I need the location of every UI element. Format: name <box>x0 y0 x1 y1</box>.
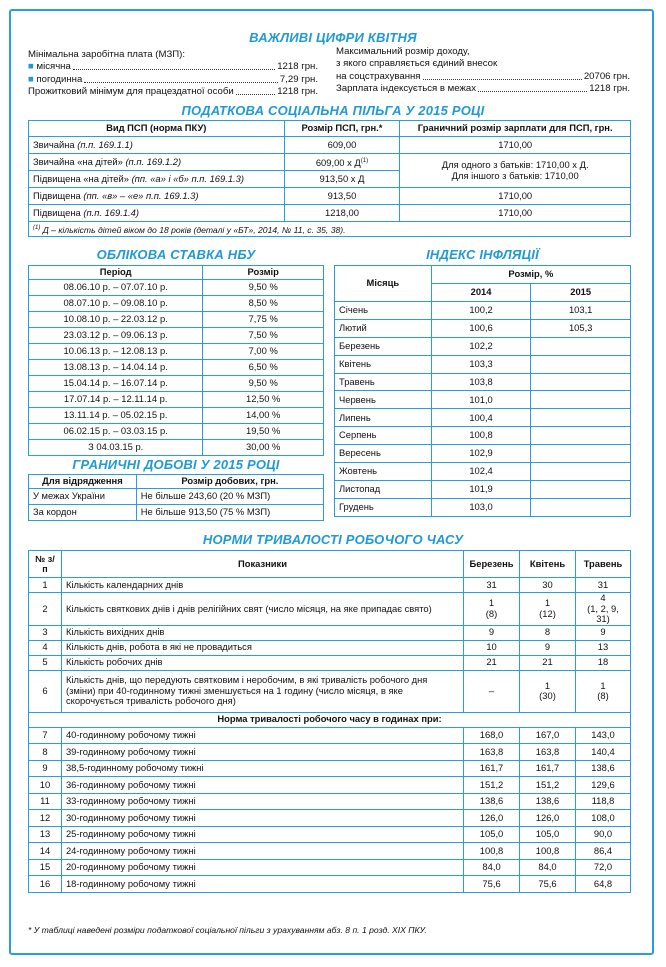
table-cell: 24-годинному робочому тижні <box>61 843 463 860</box>
psp-header-size: Розмір ПСП, грн.* <box>284 121 400 137</box>
nbu-header-rate: Розмір <box>203 266 324 280</box>
table-row: У межах України Не більше 243,60 (20 % МЗП) <box>29 489 324 505</box>
table-row <box>29 625 631 640</box>
table-row <box>29 280 324 296</box>
max-income-value: 20706 грн. <box>583 70 630 82</box>
inflation-header-2015: 2015 <box>531 284 631 302</box>
table-cell: 103,1 <box>531 302 631 320</box>
table-cell: 163,8 <box>520 744 576 761</box>
table-cell: Січень <box>335 302 432 320</box>
travel-table <box>28 474 324 521</box>
table-cell: 38,5-годинному робочому тижні <box>61 760 463 777</box>
table-cell: 100,8 <box>431 427 531 445</box>
table-cell: 103,0 <box>431 498 531 516</box>
table-row <box>29 578 631 593</box>
min-wage-label: Мінімальна заробітна плата (МЗП): <box>28 48 186 60</box>
footer-note: * У таблиці наведені розміри податкової соціальної пільги з урахуванням абз. 8 п. 1 розд. XIX ПКУ. <box>28 925 427 935</box>
travel-title: ГРАНИЧНІ ДОБОВІ У 2015 РОЦІ <box>72 457 280 472</box>
psp-header-limit: Граничний розмір зарплати для ПСП, грн. <box>400 121 631 137</box>
key-figures-title: ВАЖЛИВІ ЦИФРИ КВІТНЯ <box>249 30 417 45</box>
table-cell: 75,6 <box>520 876 576 893</box>
psp-title: ПОДАТКОВА СОЦІАЛЬНА ПІЛЬГА У 2015 РОЦІ <box>181 103 485 118</box>
table-cell: 100,8 <box>464 843 520 860</box>
table-row <box>335 480 631 498</box>
table-cell: 8 <box>520 625 576 640</box>
table-cell: 4 <box>29 640 62 655</box>
table-cell: – <box>464 670 520 712</box>
table-cell: 100,2 <box>431 302 531 320</box>
table-row <box>29 440 324 456</box>
table-cell: 6,50 % <box>203 360 324 376</box>
table-cell: 9,50 % <box>203 280 324 296</box>
table-cell: 86,4 <box>575 843 630 860</box>
table-row <box>29 376 324 392</box>
table-cell: 6 <box>29 670 62 712</box>
table-cell: 9 <box>29 760 62 777</box>
table-cell: 163,8 <box>464 744 520 761</box>
table-row <box>29 859 631 876</box>
hours-header-april: Квітень <box>520 551 576 578</box>
table-cell <box>531 463 631 481</box>
hours-subheader: Норма тривалості робочого часу в годинах при: <box>29 712 631 727</box>
table-cell <box>531 355 631 373</box>
table-cell: 140,4 <box>575 744 630 761</box>
table-row: Звичайна «на дітей» (п.п. 169.1.2) 609,00 х $Д^{(1)}$ Для одного з батьків: 1710,00 х Д. Для іншого з батьків: 1710,00 <box>29 154 631 171</box>
table-row <box>29 640 631 655</box>
table-cell: 1 <box>29 578 62 593</box>
table-row <box>335 337 631 355</box>
table-cell: 138,6 <box>575 760 630 777</box>
table-row <box>29 344 324 360</box>
hours-table <box>28 550 631 893</box>
table-row <box>335 355 631 373</box>
hours-header-may: Травень <box>575 551 630 578</box>
inflation-header-2014: 2014 <box>431 284 531 302</box>
table-cell: 14 <box>29 843 62 860</box>
table-cell: 101,9 <box>431 480 531 498</box>
table-row <box>29 392 324 408</box>
table-cell: 75,6 <box>464 876 520 893</box>
table-cell: Березень <box>335 337 432 355</box>
table-cell: 3 <box>29 625 62 640</box>
table-cell: 100,6 <box>431 319 531 337</box>
table-row <box>29 328 324 344</box>
table-cell: 18 <box>575 655 630 670</box>
table-cell <box>531 480 631 498</box>
table-cell: 101,0 <box>431 391 531 409</box>
table-row <box>29 793 631 810</box>
subsistence-label: Прожитковий мінімум для працездатної особи <box>28 86 234 97</box>
table-row <box>335 302 631 320</box>
table-row <box>29 593 631 626</box>
nbu-header-period: Період <box>29 266 203 280</box>
table-cell: 19,50 % <box>203 424 324 440</box>
table-cell: 10 <box>464 640 520 655</box>
table-cell: 20-годинному робочому тижні <box>61 859 463 876</box>
table-cell: 103,8 <box>431 373 531 391</box>
table-cell: 12 <box>29 810 62 827</box>
hours-header-no: № з/п <box>29 551 62 578</box>
table-row <box>335 319 631 337</box>
max-income-line1: Максимальний розмір доходу, <box>336 45 470 57</box>
table-cell: 15 <box>29 859 62 876</box>
table-cell: 30 <box>520 578 576 593</box>
table-cell: 126,0 <box>520 810 576 827</box>
table-cell: 31 <box>575 578 630 593</box>
subsistence-value: 1218 грн. <box>277 86 318 97</box>
table-cell <box>531 373 631 391</box>
table-cell: 138,6 <box>464 793 520 810</box>
table-cell: 30-годинному робочому тижні <box>61 810 463 827</box>
hours-title: НОРМИ ТРИВАЛОСТІ РОБОЧОГО ЧАСУ <box>202 532 464 547</box>
monthly-label: місячна <box>36 61 71 72</box>
table-cell: 126,0 <box>464 810 520 827</box>
psp-footnote: $^{(1)}$ Д – кількість дітей віком до 18 років (деталі у «БТ», 2014, № 11, с. 35, 38). <box>29 222 631 237</box>
table-cell: 168,0 <box>464 727 520 744</box>
table-cell: Квітень <box>335 355 432 373</box>
table-cell: 11 <box>29 793 62 810</box>
table-cell: Серпень <box>335 427 432 445</box>
table-cell: 4 (1, 2, 9, 31) <box>575 593 630 626</box>
table-cell: 9,50 % <box>203 376 324 392</box>
table-cell: 33-годинному робочому тижні <box>61 793 463 810</box>
table-cell: 36-годинному робочому тижні <box>61 777 463 794</box>
monthly-value: 1218 грн. <box>277 61 318 72</box>
table-cell: Кількість вихідних днів <box>61 625 463 640</box>
table-cell: 100,4 <box>431 409 531 427</box>
table-row <box>29 826 631 843</box>
table-cell: 06.02.15 р. – 03.03.15 р. <box>29 424 203 440</box>
table-cell: З 04.03.15 р. <box>29 440 203 456</box>
table-cell: 84,0 <box>520 859 576 876</box>
table-row <box>335 445 631 463</box>
table-cell <box>531 409 631 427</box>
indexed-value: 1218 грн. <box>589 83 630 94</box>
table-cell: 21 <box>464 655 520 670</box>
table-cell: 18-годинному робочому тижні <box>61 876 463 893</box>
table-cell: 10 <box>29 777 62 794</box>
table-cell: 13.08.13 р. – 14.04.14 р. <box>29 360 203 376</box>
table-row: Звичайна (п.п. 169.1.1) 609,00 1710,00 <box>29 137 631 154</box>
table-cell: 7,75 % <box>203 312 324 328</box>
travel-header-trip: Для відрядження <box>29 475 137 489</box>
table-cell: 105,3 <box>531 319 631 337</box>
table-cell: 39-годинному робочому тижні <box>61 744 463 761</box>
table-row: Підвищена «на дітей» (пп. «а» і «б» п.п. 169.1.3) 913,50 х Д <box>29 171 631 188</box>
table-cell: 102,9 <box>431 445 531 463</box>
table-cell: 7,00 % <box>203 344 324 360</box>
inflation-header-size: Розмір, % <box>431 266 630 284</box>
hourly-label: погодинна <box>36 73 83 85</box>
max-income-line2: з якого справляється єдиний внесок <box>336 58 498 69</box>
table-cell: Кількість днів, робота в які не провадиться <box>61 640 463 655</box>
table-cell <box>531 391 631 409</box>
table-cell: 25-годинному робочому тижні <box>61 826 463 843</box>
table-cell: 5 <box>29 655 62 670</box>
travel-header-size: Розмір добових, грн. <box>136 475 323 489</box>
table-row <box>29 424 324 440</box>
table-cell: 7 <box>29 727 62 744</box>
nbu-title: ОБЛІКОВА СТАВКА НБУ <box>96 247 256 262</box>
table-cell: 129,6 <box>575 777 630 794</box>
table-row: Підвищена (пп. «в» – «е» п.п. 169.1.3) 913,50 1710,00 <box>29 188 631 205</box>
table-cell: 21 <box>520 655 576 670</box>
hours-header-march: Березень <box>464 551 520 578</box>
table-cell <box>531 445 631 463</box>
table-row <box>335 391 631 409</box>
table-cell: 1 (8) <box>464 593 520 626</box>
table-cell: Лютий <box>335 319 432 337</box>
table-cell: 9 <box>520 640 576 655</box>
table-cell: 12,50 % <box>203 392 324 408</box>
table-cell: 30,00 % <box>203 440 324 456</box>
max-income-line3: на соцстрахування <box>336 70 421 82</box>
table-cell <box>531 498 631 516</box>
table-row <box>29 810 631 827</box>
table-cell: 13 <box>29 826 62 843</box>
table-cell: 08.07.10 р. – 09.08.10 р. <box>29 296 203 312</box>
table-cell: Липень <box>335 409 432 427</box>
table-cell: Кількість святкових днів і днів релігійних свят (число місяця, на яке припадає свято) <box>61 593 463 626</box>
table-cell: 17.07.14 р. – 12.11.14 р. <box>29 392 203 408</box>
table-row <box>29 876 631 893</box>
table-row <box>29 360 324 376</box>
table-cell: Кількість днів, що передують святковим і неробочим, в які тривалість робочого дня (зміни) при 40-годинному тижні зменшується на 1 годину (число місяця, в яке скорочується тривалість робочого дня) <box>61 670 463 712</box>
table-cell: 8,50 % <box>203 296 324 312</box>
table-cell: 8 <box>29 744 62 761</box>
table-cell: 9 <box>575 625 630 640</box>
table-cell: 161,7 <box>464 760 520 777</box>
table-row: За кордон Не більше 913,50 (75 % МЗП) <box>29 505 324 521</box>
table-row <box>29 312 324 328</box>
psp-table <box>28 120 631 237</box>
table-row <box>335 409 631 427</box>
table-cell: 161,7 <box>520 760 576 777</box>
table-cell: Грудень <box>335 498 432 516</box>
table-cell: 1 (30) <box>520 670 576 712</box>
table-row <box>335 373 631 391</box>
table-cell <box>531 337 631 355</box>
table-cell: 102,4 <box>431 463 531 481</box>
inflation-table <box>334 265 631 517</box>
table-cell: 108,0 <box>575 810 630 827</box>
table-row: Підвищена (п.п. 169.1.4) 1218,00 1710,00 <box>29 205 631 222</box>
table-cell: 7,50 % <box>203 328 324 344</box>
table-cell: 14,00 % <box>203 408 324 424</box>
table-cell: 10.08.10 р. – 22.03.12 р. <box>29 312 203 328</box>
table-row <box>29 727 631 744</box>
table-cell: 40-годинному робочому тижні <box>61 727 463 744</box>
table-cell: 167,0 <box>520 727 576 744</box>
table-row <box>335 498 631 516</box>
table-row <box>29 655 631 670</box>
table-row <box>29 843 631 860</box>
table-row <box>335 463 631 481</box>
table-row <box>29 744 631 761</box>
table-row <box>29 760 631 777</box>
table-cell: 13 <box>575 640 630 655</box>
table-row <box>335 427 631 445</box>
nbu-table <box>28 265 324 456</box>
table-cell: 72,0 <box>575 859 630 876</box>
table-cell: 31 <box>464 578 520 593</box>
table-cell: Травень <box>335 373 432 391</box>
table-cell: 64,8 <box>575 876 630 893</box>
table-cell: Листопад <box>335 480 432 498</box>
table-cell: 15.04.14 р. – 16.07.14 р. <box>29 376 203 392</box>
table-cell: 90,0 <box>575 826 630 843</box>
inflation-title: ІНДЕКС ІНФЛЯЦІЇ <box>426 247 539 262</box>
table-cell: 84,0 <box>464 859 520 876</box>
table-row <box>29 777 631 794</box>
table-cell: 102,2 <box>431 337 531 355</box>
table-row <box>29 408 324 424</box>
table-cell <box>531 427 631 445</box>
psp-header-type: Вид ПСП (норма ПКУ) <box>29 121 285 137</box>
table-cell: 105,0 <box>464 826 520 843</box>
table-cell: 143,0 <box>575 727 630 744</box>
table-cell: 103,3 <box>431 355 531 373</box>
table-cell: 118,8 <box>575 793 630 810</box>
table-cell: Жовтень <box>335 463 432 481</box>
psp-merged-limit: Для одного з батьків: 1710,00 х Д. Для іншого з батьків: 1710,00 <box>400 154 631 188</box>
table-cell: 23.03.12 р. – 09.06.13 р. <box>29 328 203 344</box>
table-cell: 9 <box>464 625 520 640</box>
table-cell: 08.06.10 р. – 07.07.10 р. <box>29 280 203 296</box>
table-cell: Червень <box>335 391 432 409</box>
table-cell: 100,8 <box>520 843 576 860</box>
table-cell: 16 <box>29 876 62 893</box>
table-cell: Вересень <box>335 445 432 463</box>
table-cell: 138,6 <box>520 793 576 810</box>
table-cell: Кількість календарних днів <box>61 578 463 593</box>
table-cell: 1 (12) <box>520 593 576 626</box>
indexed-label: Зарплата індексується в межах <box>336 83 477 94</box>
table-cell: 10.06.13 р. – 12.08.13 р. <box>29 344 203 360</box>
inflation-header-month: Місяць <box>335 266 432 302</box>
table-cell: Кількість робочих днів <box>61 655 463 670</box>
table-cell: 1 (8) <box>575 670 630 712</box>
table-cell: 151,2 <box>520 777 576 794</box>
table-row <box>29 296 324 312</box>
table-cell: 151,2 <box>464 777 520 794</box>
hours-header-label: Показники <box>61 551 463 578</box>
hourly-value: 7,29 грн. <box>279 73 318 85</box>
key-figures-left: Мінімальна заробітна плата (МЗП): ■ місячна 1218 грн. ■ погодинна 7,29 грн. Прожитковий мінімум для працездатної особи 1218 грн. <box>28 48 318 97</box>
table-cell: 2 <box>29 593 62 626</box>
key-figures-right <box>336 45 630 95</box>
table-row <box>29 670 631 712</box>
table-cell: 13.11.14 р. – 05.02.15 р. <box>29 408 203 424</box>
table-cell: 105,0 <box>520 826 576 843</box>
